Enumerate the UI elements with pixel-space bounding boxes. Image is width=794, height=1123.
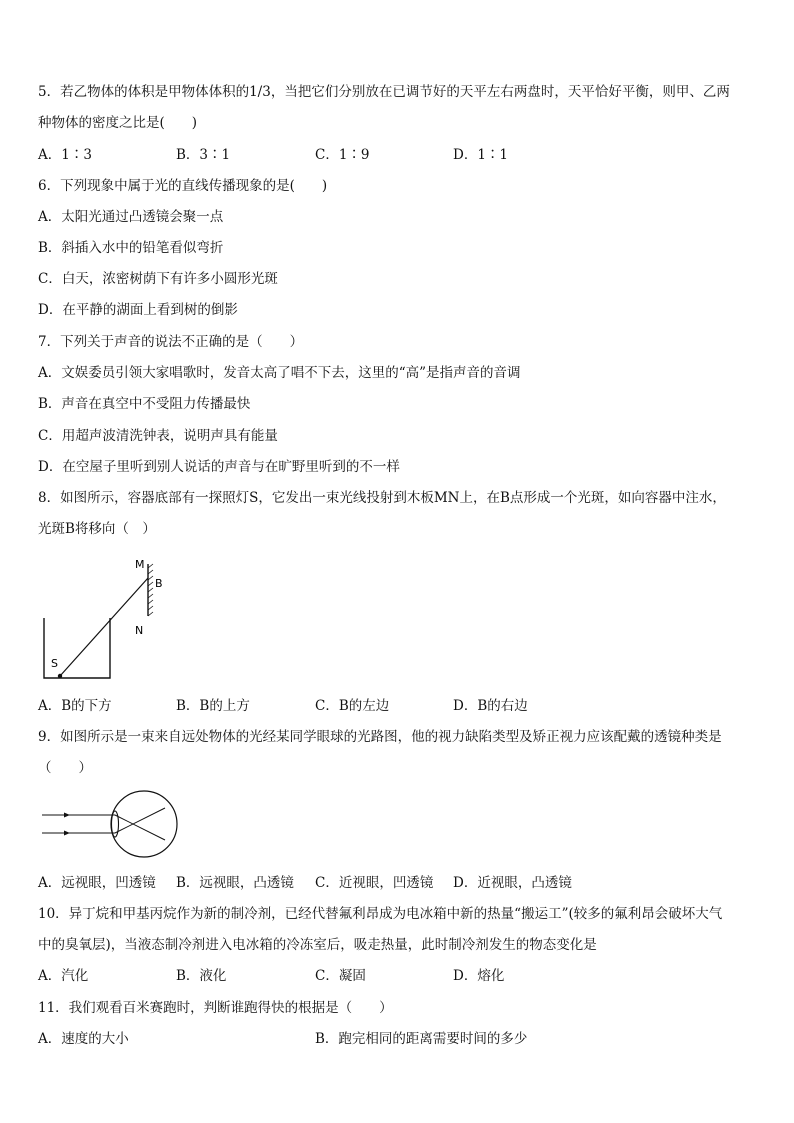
q9-option-a[interactable]: A．远视眼，凹透镜	[38, 875, 156, 891]
label-n: N	[135, 624, 144, 637]
q10-stem-line1: 10．异丁烷和甲基丙烷作为新的制冷剂，已经代替氟利昂成为电冰箱中新的热量“搬运工”(较多的氟利昂会破坏大气	[38, 906, 723, 922]
q11-stem: 11．我们观看百米赛跑时，判断谁跑得快的根据是（ ）	[38, 1000, 393, 1016]
q5-option-b[interactable]: B．3∶1	[176, 147, 231, 163]
q7-stem: 7．下列关于声音的说法不正确的是（ ）	[38, 334, 304, 350]
lamp-s-dot	[58, 674, 62, 678]
q9-option-c[interactable]: C．近视眼，凹透镜	[315, 875, 434, 891]
ray-top-out	[115, 815, 165, 840]
q8-option-b[interactable]: B．B的上方	[176, 698, 250, 714]
q8-container-figure	[36, 552, 166, 682]
q9-stem-line2: （ ）	[38, 760, 92, 776]
q10-option-c[interactable]: C．凝固	[315, 968, 366, 984]
label-m: M	[135, 558, 145, 571]
q6-option-c[interactable]: C．白天，浓密树荫下有许多小圆形光斑	[38, 271, 278, 287]
q8-option-c[interactable]: C．B的左边	[315, 698, 390, 714]
arrow-top	[64, 813, 70, 818]
q8-option-a[interactable]: A．B的下方	[38, 698, 112, 714]
q9-option-b[interactable]: B．远视眼，凸透镜	[176, 875, 294, 891]
q8-option-d[interactable]: D．B的右边	[453, 698, 528, 714]
q10-option-b[interactable]: B．液化	[176, 968, 227, 984]
q7-option-a[interactable]: A．文娱委员引领大家唱歌时，发音太高了唱不下去，这里的“高”是指声音的音调	[38, 365, 521, 381]
q8-stem-line1: 8．如图所示，容器底部有一探照灯S，它发出一束光线投射到木板MN上，在B点形成一个光斑，如向容器中注水，	[38, 490, 726, 506]
ray-bottom-out	[115, 808, 165, 833]
q7-option-d[interactable]: D．在空屋子里听到别人说话的声音与在旷野里听到的不一样	[38, 459, 400, 475]
q6-option-a[interactable]: A．太阳光通过凸透镜会聚一点	[38, 209, 224, 225]
q7-option-b[interactable]: B．声音在真空中不受阻力传播最快	[38, 396, 251, 412]
q9-eye-figure	[40, 788, 182, 862]
q11-option-a[interactable]: A．速度的大小	[38, 1031, 129, 1047]
q5-option-a[interactable]: A．1∶3	[38, 147, 92, 163]
q10-option-a[interactable]: A．汽化	[38, 968, 89, 984]
q5-option-d[interactable]: D．1∶1	[453, 147, 509, 163]
q5-stem-line1: 5．若乙物体的体积是甲物体体积的1/3，当把它们分别放在已调节好的天平左右两盘时，天平恰好平衡，则甲、乙两	[38, 84, 730, 100]
q6-option-b[interactable]: B．斜插入水中的铅笔看似弯折	[38, 240, 224, 256]
q10-option-d[interactable]: D．熔化	[453, 968, 505, 984]
label-b: B	[155, 577, 163, 590]
q9-stem-line1: 9．如图所示是一束来自远处物体的光经某同学眼球的光路图，他的视力缺陷类型及矫正视力应该配戴的透镜种类是	[38, 729, 722, 745]
q10-stem-line2: 中的臭氧层)，当液态制冷剂进入电冰箱的冷冻室后，吸走热量，此时制冷剂发生的物态变化是	[38, 937, 597, 953]
arrow-bottom	[64, 831, 70, 836]
q5-stem-line2: 种物体的密度之比是( )	[38, 115, 198, 131]
q9-option-d[interactable]: D．近视眼，凸透镜	[453, 875, 572, 891]
label-s: S	[51, 657, 58, 670]
q8-stem-line2: 光斑B将移向（ ）	[38, 521, 156, 537]
q5-option-c[interactable]: C．1∶9	[315, 147, 370, 163]
q6-stem: 6．下列现象中属于光的直线传播现象的是( )	[38, 178, 328, 194]
eyeball	[111, 791, 177, 857]
q11-option-b[interactable]: B．跑完相同的距离需要时间的多少	[315, 1031, 528, 1047]
board-hatching	[148, 564, 153, 616]
q7-option-c[interactable]: C．用超声波清洗钟表，说明声具有能量	[38, 428, 278, 444]
q6-option-d[interactable]: D．在平静的湖面上看到树的倒影	[38, 302, 238, 318]
